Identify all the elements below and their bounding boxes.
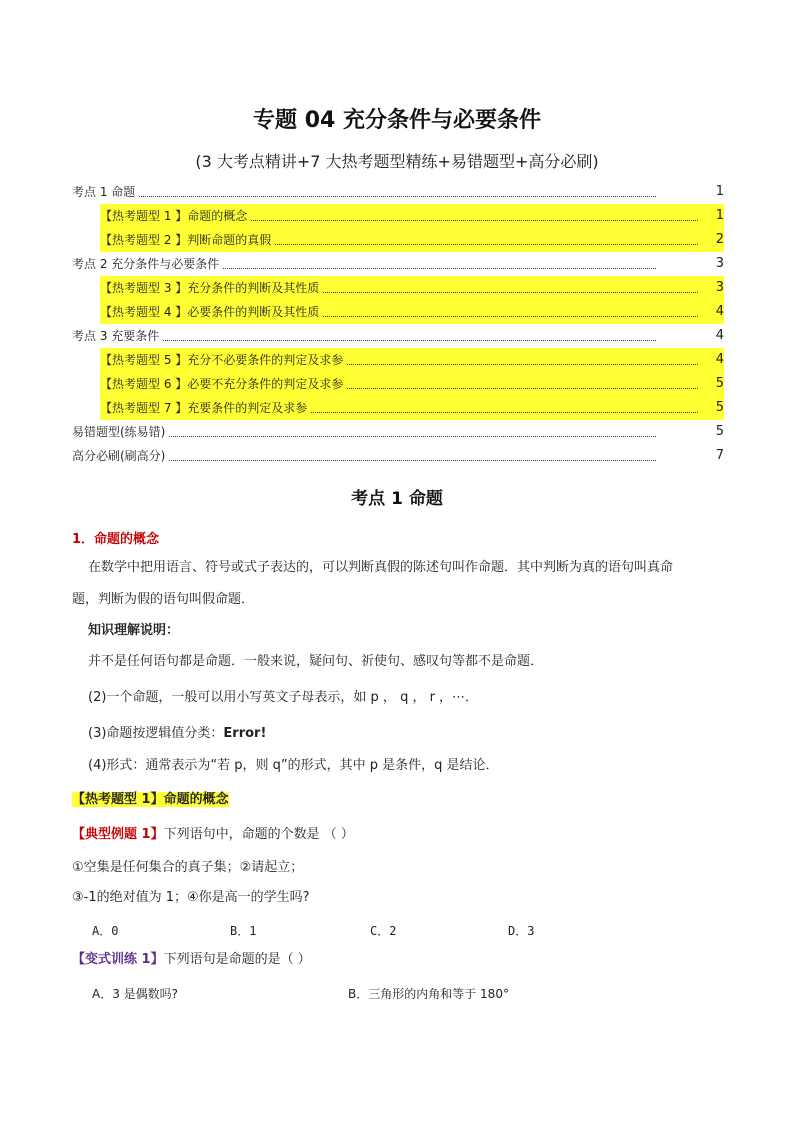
toc-label: 易错题型(练易错): [72, 425, 166, 439]
question-type-label: 【热考题型 1】命题的概念: [72, 792, 229, 807]
example-line-3: ③-1的绝对值为 1；④你是高一的学生吗?: [72, 890, 310, 905]
toc-leader: [323, 292, 698, 293]
note-item-4: (4)形式：通常表示为“若 p，则 q”的形式，其中 p 是条件，q 是结论．: [88, 758, 499, 773]
toc-leader: [163, 340, 656, 341]
toc-entry[interactable]: [100, 276, 724, 300]
example-tag: 【典型例题 1】: [72, 827, 164, 842]
toc-page: 5: [715, 376, 724, 391]
toc-page: 5: [715, 424, 724, 439]
variant-tag: 【变式训练 1】: [72, 952, 164, 967]
toc-page: 4: [715, 328, 724, 343]
toc-entry[interactable]: [72, 324, 724, 348]
section-heading: 考点 1 命题: [351, 489, 443, 509]
toc-label: 【热考题型 6 】必要不充分条件的判定及求参: [100, 377, 344, 391]
toc-leader: [169, 436, 656, 437]
subsection-heading: 1．命题的概念: [72, 532, 160, 547]
toc-page: 3: [715, 256, 724, 271]
toc-label: 高分必刷(刷高分): [72, 449, 166, 463]
toc-leader: [275, 244, 698, 245]
toc-leader: [311, 412, 698, 413]
note-item-3: [88, 724, 266, 744]
definition-line-2: 题，判断为假的语句叫假命题．: [72, 592, 255, 607]
option-a[interactable]: A．0: [92, 924, 119, 938]
variant-option-b[interactable]: B．三角形的内角和等于 180°: [348, 987, 509, 1001]
option-b[interactable]: B．1: [230, 924, 257, 938]
toc-entry[interactable]: [100, 300, 724, 324]
toc-label: 【热考题型 7 】充要条件的判定及求参: [100, 401, 308, 415]
toc-leader: [169, 460, 656, 461]
toc-label: 考点 2 充分条件与必要条件: [72, 257, 220, 271]
error-text: Error!: [223, 726, 267, 741]
table-of-contents: [72, 180, 724, 468]
toc-leader: [223, 268, 656, 269]
toc-page: 5: [715, 400, 724, 415]
variant-question: [72, 950, 311, 970]
toc-page: 4: [715, 304, 724, 319]
toc-entry[interactable]: [100, 348, 724, 372]
toc-leader: [251, 220, 698, 221]
toc-entry[interactable]: [100, 396, 724, 420]
option-c[interactable]: C．2: [370, 924, 397, 938]
toc-label: 考点 1 命题: [72, 185, 136, 199]
toc-entry[interactable]: [72, 444, 724, 468]
toc-label: 【热考题型 5 】充分不必要条件的判定及求参: [100, 353, 344, 367]
variant-text: 下列语句是命题的是（ ）: [163, 952, 311, 967]
note-item-1: 并不是任何语句都是命题．一般来说，疑问句、祈使句、感叹句等都不是命题．: [88, 654, 544, 669]
toc-entry[interactable]: [100, 204, 724, 228]
note-item-3-text: (3)命题按逻辑值分类：: [88, 726, 224, 741]
toc-entry[interactable]: [72, 180, 724, 204]
toc-label: 【热考题型 4 】必要条件的判断及其性质: [100, 305, 320, 319]
toc-label: 【热考题型 3 】充分条件的判断及其性质: [100, 281, 320, 295]
toc-page: 3: [715, 280, 724, 295]
toc-page: 1: [715, 208, 724, 223]
toc-entry[interactable]: [72, 420, 724, 444]
toc-leader: [323, 316, 698, 317]
toc-entry[interactable]: [100, 228, 724, 252]
document-title: 专题 04 充分条件与必要条件: [253, 108, 541, 133]
option-d[interactable]: D．3: [508, 924, 535, 938]
variant-options: [92, 984, 509, 1004]
toc-entry[interactable]: [72, 252, 724, 276]
example-question: [72, 825, 354, 845]
toc-leader: [347, 388, 698, 389]
toc-entry[interactable]: [100, 372, 724, 396]
question-type-tag: [72, 790, 229, 810]
example-text: 下列语句中，命题的个数是 （ ）: [163, 827, 354, 842]
toc-page: 7: [715, 448, 724, 463]
note-title: 知识理解说明：: [88, 623, 180, 638]
note-item-2: (2)一个命题，一般可以用小写英文子母表示，如 p ， q ， r ，⋯．: [88, 690, 479, 705]
definition-line-1: 在数学中把用语言、符号或式子表达的，可以判断真假的陈述句叫作命题．其中判断为真的语句叫真命: [88, 560, 674, 575]
example-line-2: ①空集是任何集合的真子集；②请起立；: [72, 860, 304, 875]
toc-leader: [347, 364, 698, 365]
variant-option-a[interactable]: A．3 是偶数吗?: [92, 987, 179, 1001]
toc-page: 1: [715, 184, 724, 199]
toc-page: 2: [715, 232, 724, 247]
toc-page: 4: [715, 352, 724, 367]
toc-label: 【热考题型 1 】命题的概念: [100, 209, 248, 223]
toc-label: 【热考题型 2 】判断命题的真假: [100, 233, 272, 247]
toc-label: 考点 3 充要条件: [72, 329, 160, 343]
document-subtitle: (3 大考点精讲+7 大热考题型精练+易错题型+高分必刷): [195, 152, 599, 171]
toc-leader: [139, 196, 656, 197]
example-options: [92, 922, 534, 939]
